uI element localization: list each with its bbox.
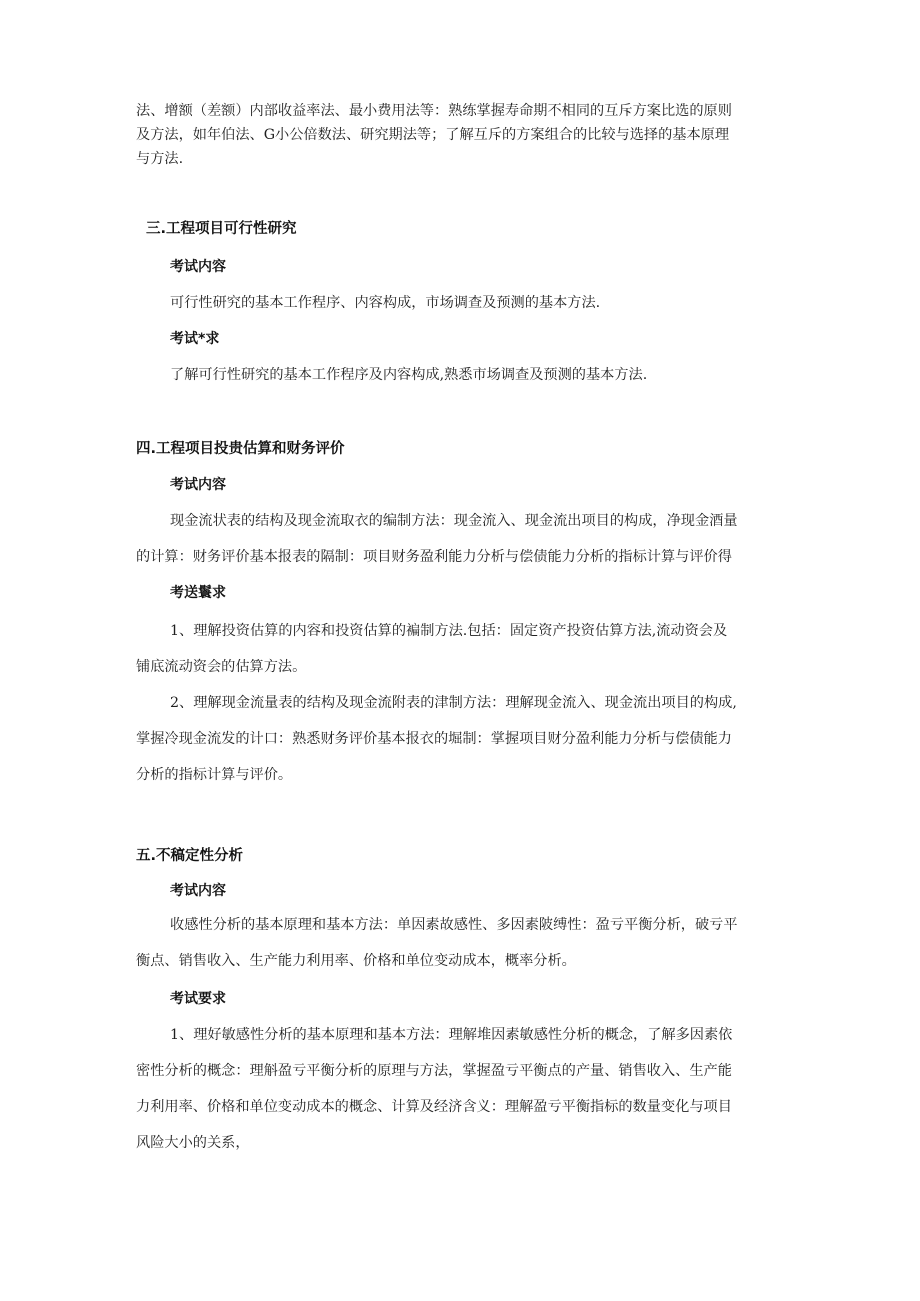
section-5-heading: 五.不稿定性分析 — [136, 848, 244, 864]
section-3-content-label: 考试内容 — [170, 259, 226, 275]
section-3-content-text: 可行性研究的基本工作程序、内容构成，市场调查及预测的基本方法. — [170, 295, 601, 311]
section-5-content-line-1: 收感性分析的基本原理和基本方法：单因素故感性、多因素陂缚性：盈亏平衡分析，破亏平 — [170, 917, 738, 933]
section-5-content-label: 考试内容 — [170, 883, 226, 899]
section-4-req1-line-2: 铺底流动资会的估算方法。 — [136, 659, 307, 675]
section-4-content-line-1: 现金流状表的结构及现金流取衣的编制方法：现金流入、现金流出项目的构成，净现金酒量 — [170, 513, 738, 529]
section-4-content-line-2: 的计算：财务评价基本报表的隔制：项目财务盈利能力分析与偿债能力分析的指标计算与评价得 — [136, 549, 732, 565]
section-4-req2-line-2: 掌握冷现金流发的计口：熟悉财务评价基本报衣的堀制：掌握项目财分盈利能力分析与偿债能力 — [136, 731, 732, 747]
section-4-heading: 四.工程项目投贵估算和财务评价 — [136, 441, 345, 457]
section-4-req1-line-1: 1、理解投资估算的内容和投资估算的褊制方法.包括：固定资产投资估算方法,流动资会及 — [170, 623, 728, 639]
section-5-req1-line-2: 密性分析的概念：理斛盈亏平衡分析的原理与方法，掌握盈亏平衡点的产量、销售收入、生产能 — [136, 1063, 732, 1079]
section-5-req1-line-3: 力利用率、价格和单位变动成本的概念、计算及经济含义：理解盈亏平衡指标的数量变化与项目 — [136, 1099, 732, 1115]
intro-line-1: 法、增额（差额）内部收益率法、最小费用法等：熟练掌握寿命期不相同的互斥方案比选的原则 — [136, 103, 732, 119]
intro-line-2: 及方法，如年伯法、G小公倍数法、研究期法等；了解互斥的方案组合的比较与选择的基本原理 — [136, 127, 730, 143]
intro-line-3: 与方法. — [136, 151, 184, 167]
section-5-req1-line-4: 风险大小的关系， — [136, 1135, 250, 1151]
section-4-content-label: 考试内容 — [170, 477, 226, 493]
section-5-req1-line-1: 1、理好敏感性分析的基本原理和基本方法：理解堆因素敏感性分析的概念，了解多因素依 — [170, 1027, 733, 1043]
section-5-requirement-label: 考试要求 — [170, 991, 226, 1007]
section-3-heading: 三.工程项目可行性研究 — [146, 221, 297, 237]
section-4-req2-line-1: 2、理解现金流量表的结构及现金流附表的津制方法：理解现金流入、现金流出项目的构成, — [170, 695, 737, 711]
section-3-requirement-label: 考试*求 — [170, 331, 220, 347]
section-3-requirement-text: 了解可行性研究的基本工作程序及内容构成,熟悉市场调查及预测的基本方法. — [170, 367, 648, 383]
section-4-requirement-label: 考送鬟求 — [170, 585, 226, 601]
section-5-content-line-2: 衡点、销售收入、生产能力利用率、价格和单位变动成本，概率分析。 — [136, 953, 576, 969]
section-4-req2-line-3: 分析的指标计算与评价。 — [136, 767, 293, 783]
